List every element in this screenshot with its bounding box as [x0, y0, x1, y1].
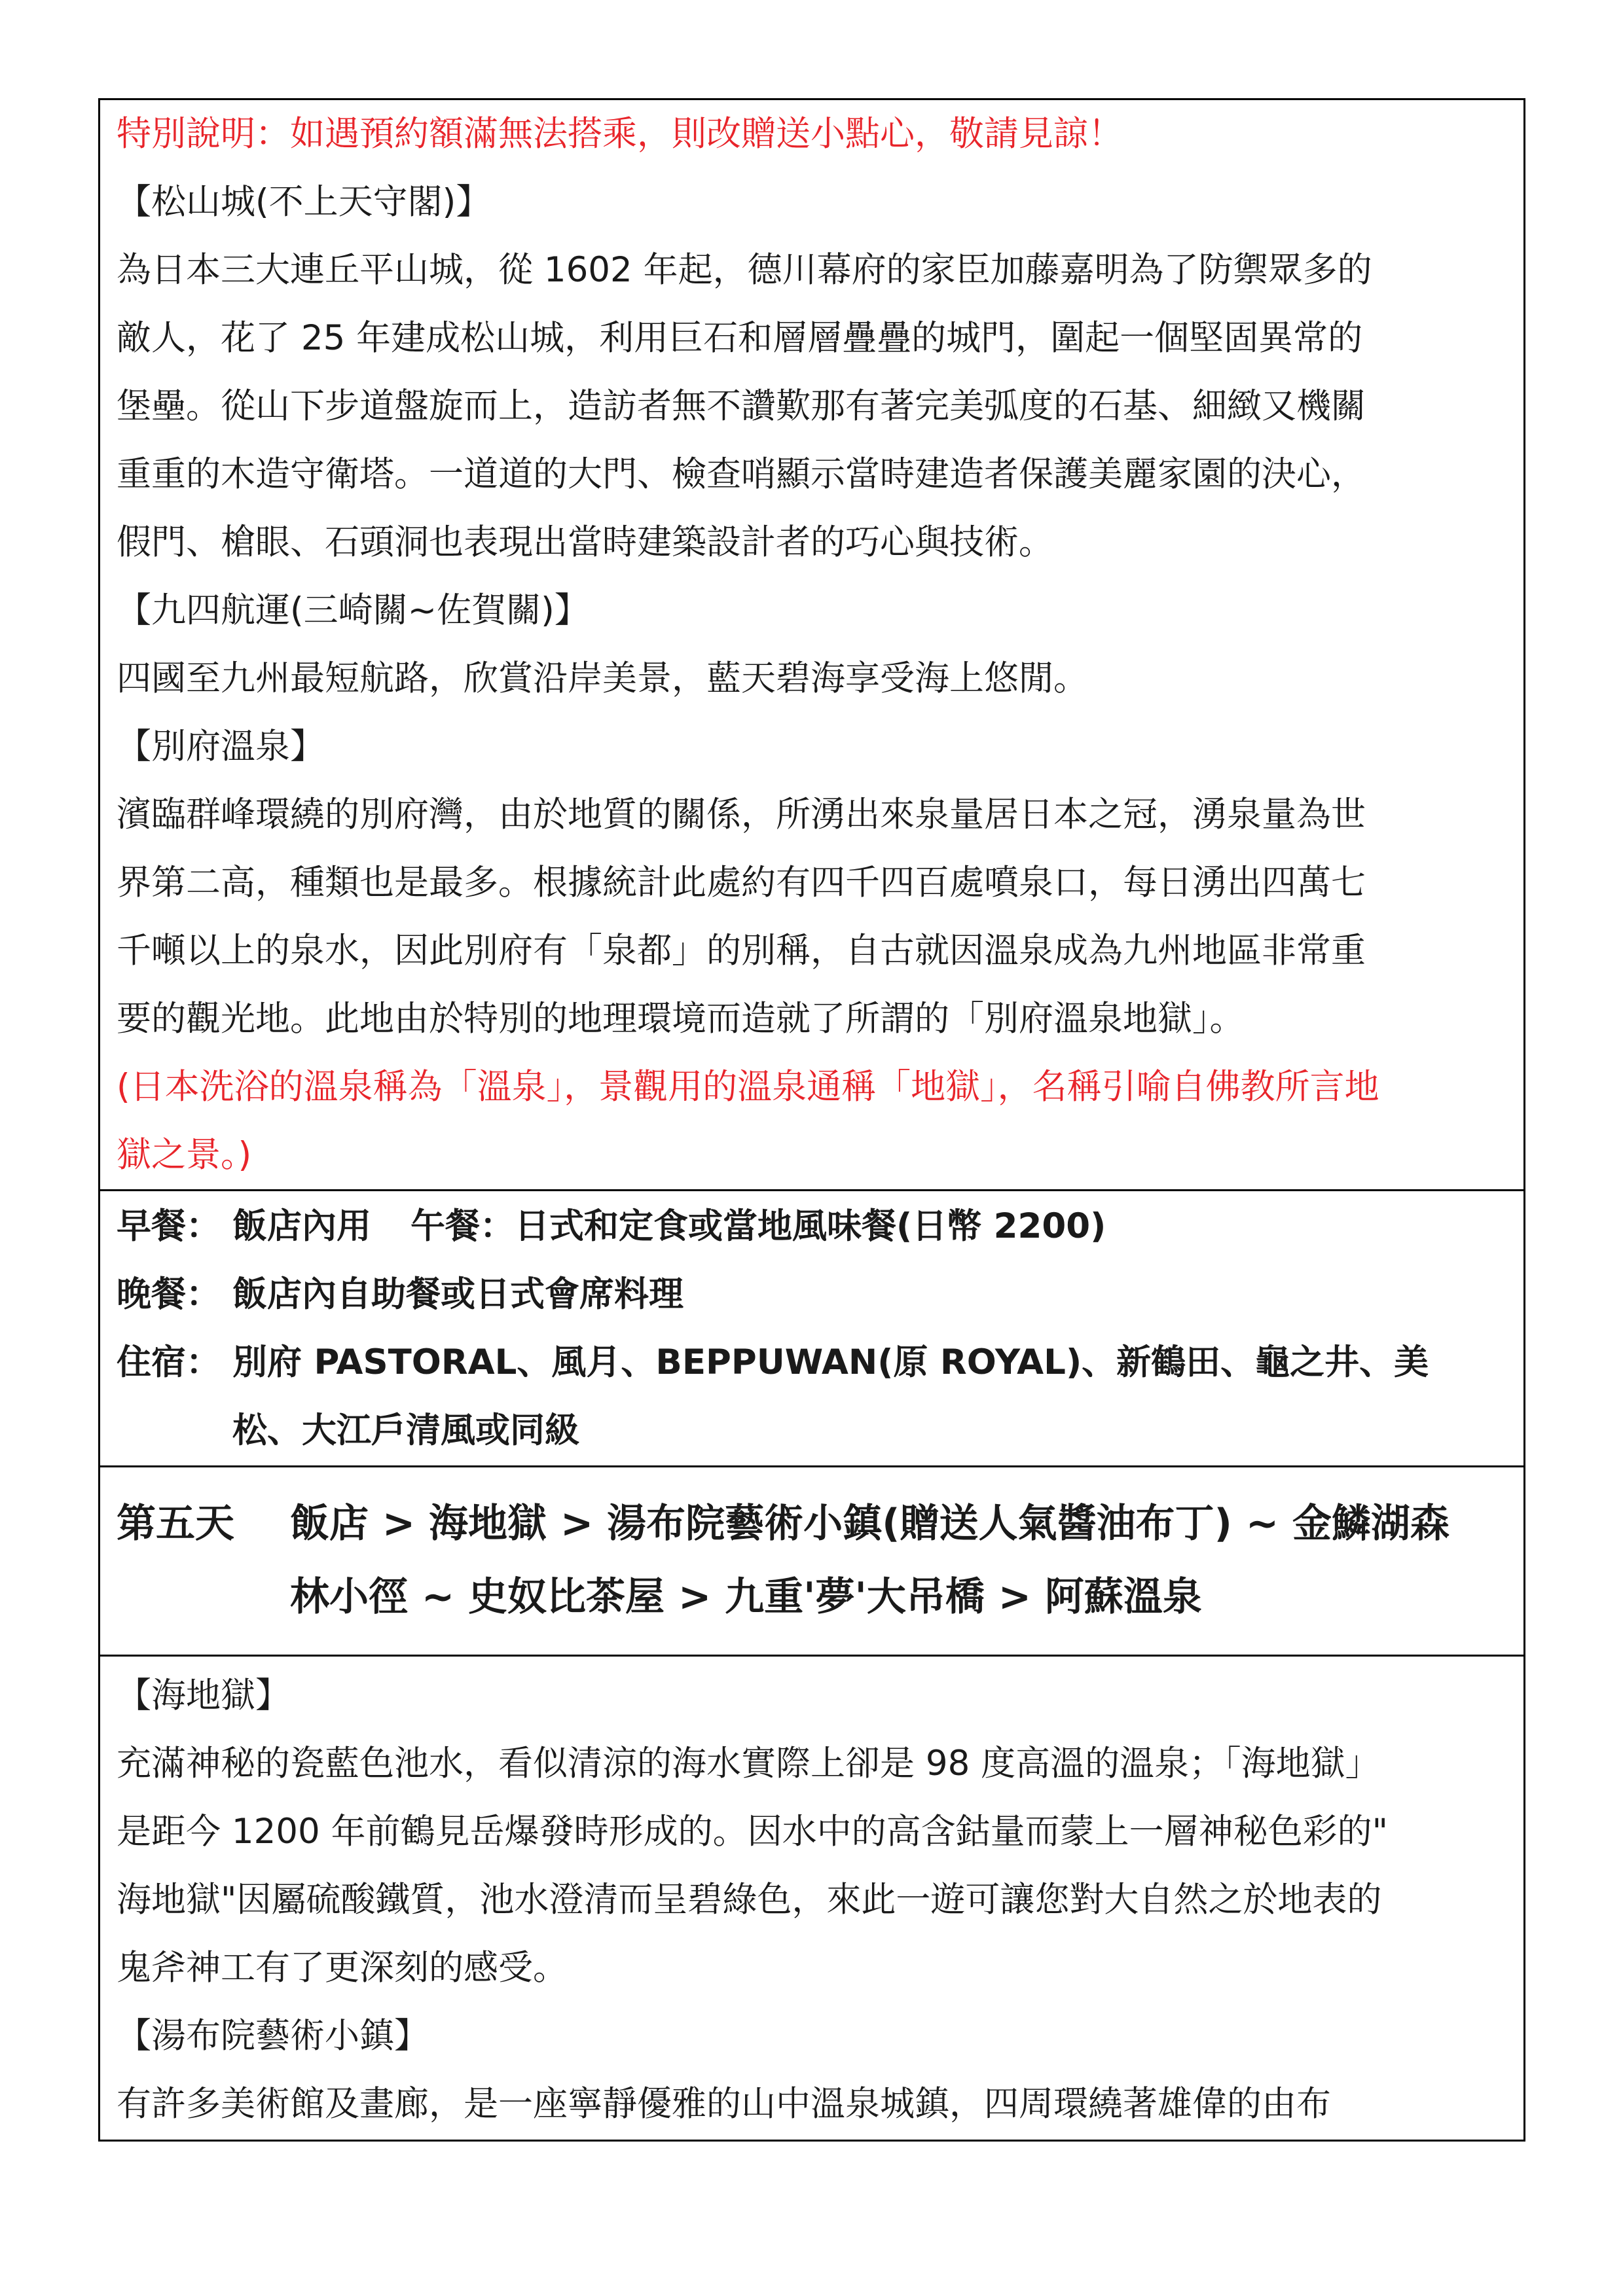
- beppu-text: 濱臨群峰環繞的別府灣，由於地質的關係，所湧出來泉量居日本之冠，湧泉量為世: [117, 795, 1366, 834]
- itinerary-table: [98, 98, 1525, 2142]
- umi-jigoku-text: 海地獄"因屬硫酸鐵質，池水澄清而呈碧綠色，來此一遊可讓您對大自然之於地表的: [117, 1880, 1382, 1920]
- umi-jigoku-text: 是距今 1200 年前鶴見岳爆發時形成的。因水中的高含鈷量而蒙上一層神秘色彩的": [117, 1812, 1388, 1852]
- beppu-note: 獄之景。): [117, 1135, 252, 1175]
- ferry-text: 四國至九州最短航路，欣賞沿岸美景，藍天碧海享受海上悠閒。: [117, 658, 1088, 698]
- beppu-text: 千噸以上的泉水，因此別府有「泉都」的別稱，自古就因溫泉成為九州地區非常重: [117, 931, 1366, 971]
- matsuyama-text: 重重的木造守衛塔。一道道的大門、檢查哨顯示當時建造者保護美麗家園的決心，: [117, 454, 1366, 494]
- hotel-row: [117, 1329, 1510, 1397]
- beppu-text: 要的觀光地。此地由於特別的地理環境而造就了所謂的「別府溫泉地獄」。: [117, 999, 1245, 1039]
- beppu-text: 界第二高，種類也是最多。根據統計此處約有四千四百處噴泉口，每日湧出四萬七: [117, 863, 1366, 903]
- day5-route-row: [117, 1487, 1510, 1560]
- breakfast-value: 飯店內用: [232, 1206, 371, 1246]
- dinner-row: [117, 1261, 1510, 1329]
- meals-section: [100, 1191, 1523, 1467]
- yufuin-heading: 【湯布院藝術小鎮】: [117, 2016, 429, 2056]
- lunch-label: 午餐：: [410, 1206, 515, 1246]
- umi-jigoku-text: 鬼斧神工有了更深刻的感受。: [117, 1948, 568, 1988]
- sightseeing-section: [100, 100, 1523, 1191]
- hotel-row-continued: 松、大江戶清風或同級: [232, 1410, 579, 1450]
- matsuyama-text: 為日本三大連丘平山城，從 1602 年起，德川幕府的家臣加藤嘉明為了防禦眾多的: [117, 250, 1372, 290]
- matsuyama-heading: 【松山城(不上天守閣)】: [117, 182, 491, 222]
- dinner-label: 晚餐：: [117, 1274, 221, 1314]
- day5-route-continued: 林小徑 ~ 史奴比茶屋 > 九重'夢'大吊橋 > 阿蘇溫泉: [290, 1574, 1202, 1620]
- umi-jigoku-heading: 【海地獄】: [117, 1676, 290, 1715]
- hotel-label: 住宿：: [117, 1342, 221, 1382]
- day5-route: 飯店 > 海地獄 > 湯布院藝術小鎮(贈送人氣醬油布丁) ~ 金鱗湖森: [290, 1501, 1450, 1547]
- matsuyama-text: 堡壘。從山下步道盤旋而上，造訪者無不讚歎那有著完美弧度的石基、細緻又機關: [117, 386, 1366, 426]
- beppu-note: (日本洗浴的溫泉稱為「溫泉」，景觀用的溫泉通稱「地獄」，名稱引喻自佛教所言地: [117, 1067, 1379, 1107]
- special-notice: 特別說明：如遇預約額滿無法搭乘，則改贈送小點心，敬請見諒！: [117, 114, 1123, 154]
- matsuyama-text: 假門、槍眼、石頭洞也表現出當時建築設計者的巧心與技術。: [117, 522, 1053, 562]
- dinner-value: 飯店內自助餐或日式會席料理: [232, 1274, 684, 1314]
- lunch-value: 日式和定食或當地風味餐(日幣 2200): [515, 1206, 1106, 1246]
- umi-jigoku-text: 充滿神秘的瓷藍色池水，看似清涼的海水實際上卻是 98 度高溫的溫泉；「海地獄」: [117, 1744, 1380, 1784]
- yufuin-text: 有許多美術館及畫廊，是一座寧靜優雅的山中溫泉城鎮，四周環繞著雄偉的由布: [117, 2084, 1331, 2124]
- breakfast-label: 早餐：: [117, 1206, 221, 1246]
- breakfast-lunch-row: [117, 1193, 1510, 1261]
- day5-label: 第五天: [117, 1501, 234, 1547]
- matsuyama-text: 敵人，花了 25 年建成松山城，利用巨石和層層疊疊的城門，圍起一個堅固異常的: [117, 318, 1363, 358]
- beppu-heading: 【別府溫泉】: [117, 726, 325, 766]
- ferry-heading: 【九四航運(三崎關~佐賀關)】: [117, 590, 589, 630]
- day5-header: [100, 1467, 1523, 1657]
- day5-details: [100, 1657, 1523, 2140]
- hotel-value: 別府 PASTORAL、風月、BEPPUWAN(原 ROYAL)、新鶴田、龜之井、美: [232, 1342, 1429, 1382]
